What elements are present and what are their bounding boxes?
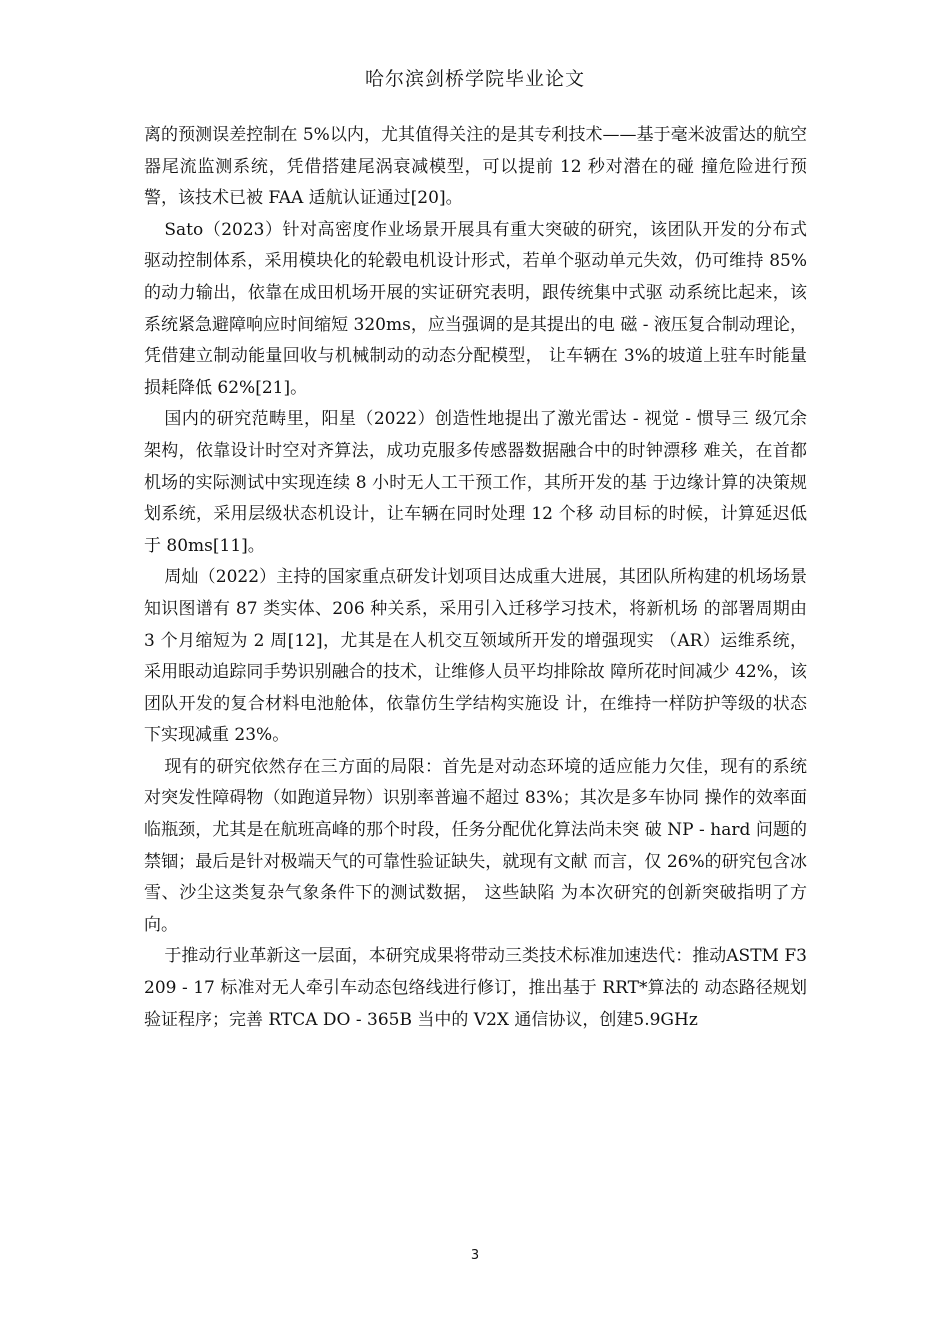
running-header: 哈尔滨剑桥学院毕业论文 — [364, 68, 585, 90]
paragraph-limitations: 现有的研究依然存在三方面的局限：首先是对动态环境的适应能力欠佳，现有的系统对突发性障碍物（如跑道异物）识别率普遍不超过 83%；其次是多车协同 操作的效率面临瓶颈，尤其是在航班高峰的那个时段，任务分配优化算法尚未突 破 NP - hard 问题的禁锢；最后是针对极端天气的可靠性验证缺失，就现有文献 而言，仅 26%的研究包含冰雪、沙尘这类复杂气象条件下的测试数据， 这些缺陷 为本次研究的创新突破指明了方向。 — [144, 756, 807, 935]
body-text — [144, 120, 807, 1036]
paragraph-standards: 于推动行业革新这一层面，本研究成果将带动三类技术标准加速迭代：推动ASTM F3209 - 17 标准对无人牵引车动态包络线进行修订，推出基于 RRT*算法的 动态路径规划验证程序；完善 RTCA DO - 365B 当中的 V2X 通信协议，创建5.9GHz — [144, 946, 807, 1030]
paragraph-yangxing: 国内的研究范畴里，阳星（2022）创造性地提出了激光雷达 - 视觉 - 惯导三 级冗余架构，依靠设计时空对齐算法，成功克服多传感器数据融合中的时钟漂移 难关，在首都机场的实际测试中实现连续 8 小时无人工干预工作，其所开发的基 于边缘计算的决策规划系统，采用层级状态机设计，让车辆在同时处理 12 个移 动目标的时候，计算延迟低于 80ms[11]。 — [144, 409, 807, 556]
paragraph-zhoucan: 周灿（2022）主持的国家重点研发计划项目达成重大进展，其团队所构建的机场场景知识图谱有 87 类实体、206 种关系，采用引入迁移学习技术，将新机场 的部署周期由 3 个月缩短为 2 周[12]，尤其是在人机交互领域所开发的增强现实 （AR）运维系统，采用眼动追踪同手势识别融合的技术，让维修人员平均排除故 障所花时间减少 42%，该团队开发的复合材料电池舱体，依靠仿生学结构实施设 计，在维持一样防护等级的状态下实现减重 23%。 — [144, 567, 807, 746]
paragraph-continued: 离的预测误差控制在 5%以内，尤其值得关注的是其专利技术——基于毫米波雷达的航空器尾流监测系统，凭借搭建尾涡衰减模型，可以提前 12 秒对潜在的碰 撞危险进行预警，该技术已被 FAA 适航认证通过[20]。 — [144, 125, 807, 209]
page-number: 3 — [470, 1248, 480, 1263]
paragraph-sato: Sato（2023）针对高密度作业场景开展具有重大突破的研究，该团队开发的分布式驱动控制体系，采用模块化的轮毂电机设计形式，若单个驱动单元失效，仍可维持 85%的动力输出，依靠在成田机场开展的实证研究表明，跟传统集中式驱 动系统比起来，该系统紧急避障响应时间缩短 320ms，应当强调的是其提出的电 磁 - 液压复合制动理论，凭借建立制动能量回收与机械制动的动态分配模型， 让车辆在 3%的坡道上驻车时能量损耗降低 62%[21]。 — [144, 219, 807, 398]
